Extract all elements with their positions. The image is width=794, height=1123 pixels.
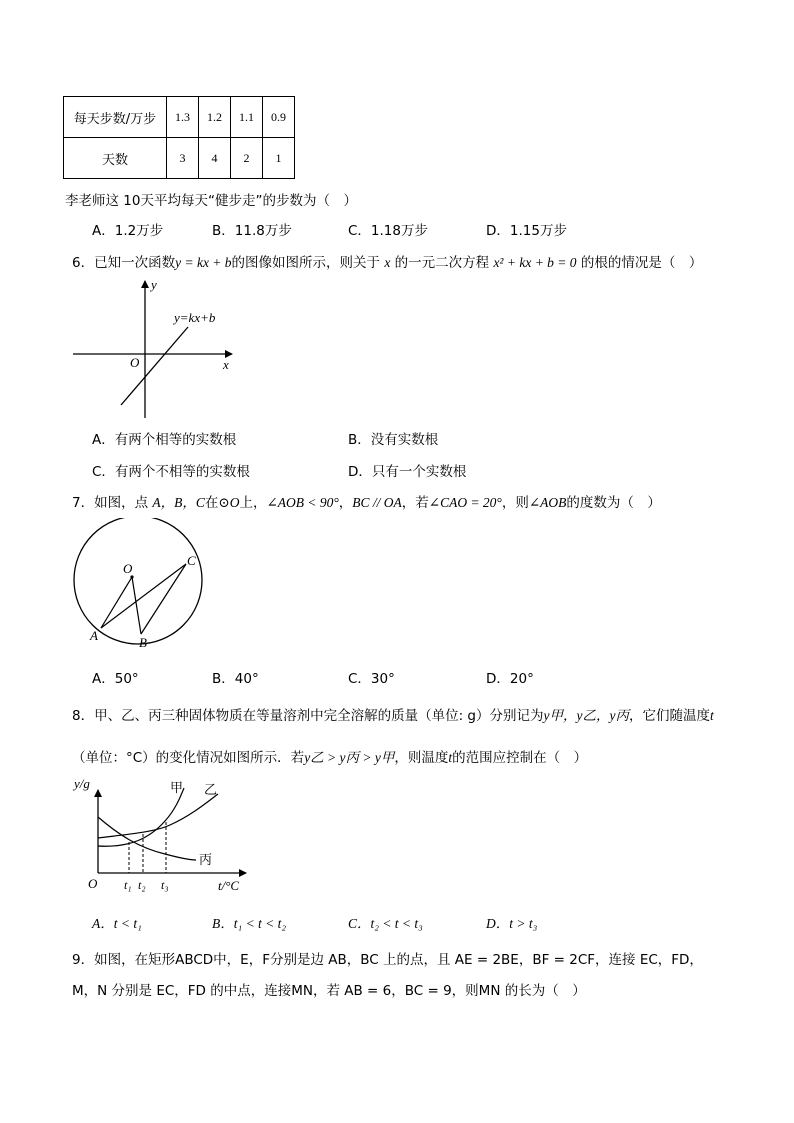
q8-curve-jia xyxy=(98,788,184,846)
table-header-days: 天数 xyxy=(64,138,167,179)
q8-option-b xyxy=(212,912,286,932)
q5-option-b: B．11.8万步 xyxy=(212,223,292,239)
q7-option-d: D．20° xyxy=(486,671,534,687)
q7-points: A，B，C xyxy=(152,495,205,510)
q7-segment-bc xyxy=(141,564,186,634)
q7-cond2: BC // OA xyxy=(352,495,402,510)
q7-label-b: B xyxy=(139,635,147,650)
q8-option-a-text: A．t < t₁ xyxy=(92,916,142,931)
q7-stem-f: 的度数为（ ） xyxy=(566,495,661,511)
steps-table xyxy=(63,96,295,179)
q7-stem-b: 在 xyxy=(204,495,219,511)
table-cell: 2 xyxy=(231,138,263,179)
q6-option-a: A．有两个相等的实数根 xyxy=(92,432,237,448)
q8-stem-line1 xyxy=(72,704,714,724)
q8-var-t-2: t xyxy=(448,750,453,765)
q7-option-c: C．30° xyxy=(348,671,395,687)
q8-cond: y乙 > y丙 > y甲 xyxy=(304,750,395,765)
table-row xyxy=(64,97,295,138)
table-cell: 1.3 xyxy=(167,97,199,138)
table-cell: 0.9 xyxy=(263,97,295,138)
q7-cond3: ∠CAO = 20° xyxy=(428,495,502,510)
q7-figure xyxy=(70,518,210,653)
q7-stem xyxy=(72,491,661,511)
q6-y-label: y xyxy=(151,277,157,292)
q6-line-label: y=kx+b xyxy=(174,310,216,325)
q6-option-d: D．只有一个实数根 xyxy=(348,464,467,480)
table-cell: 1.2 xyxy=(199,97,231,138)
q8-x-label: t/°C xyxy=(218,878,240,893)
q7-option-b: B．40° xyxy=(212,671,259,687)
q6-formula-line: y = kx + b xyxy=(175,255,232,270)
table-cell: 1.1 xyxy=(231,97,263,138)
q7-angle: ∠AOB xyxy=(528,495,567,510)
q6-option-b: B．没有实数根 xyxy=(348,432,439,448)
q6-stem xyxy=(72,251,702,271)
q9-stem-line1: 9．如图，在矩形ABCD中，E，F分别是边 AB，BC 上的点，且 AE = 2BE，BF = 2CF，连接 EC，FD， xyxy=(72,952,703,968)
q5-stem: 李老师这 10天平均每天“健步走”的步数为（ ） xyxy=(65,193,357,209)
q8-curve-bing xyxy=(98,817,196,860)
q8-label-yi: 乙 xyxy=(204,783,218,798)
q7-label-a: A xyxy=(90,628,98,643)
q6-x-label: x xyxy=(223,357,229,372)
q8-y-label: y/g xyxy=(74,776,90,791)
table-cell: 3 xyxy=(167,138,199,179)
q8-stem-line2 xyxy=(72,746,587,766)
q7-segment-ac xyxy=(101,564,186,628)
q5-option-a: A．1.2万步 xyxy=(92,223,164,239)
q6-figure xyxy=(70,275,240,425)
q8-line1-b: ，它们随温度 xyxy=(628,708,710,724)
q7-stem-d: ，若 xyxy=(401,495,429,511)
q7-sep1: ， xyxy=(338,495,353,511)
q7-label-o: O xyxy=(123,561,133,576)
q6-formula-equation: x² + kx + b = 0 xyxy=(493,255,577,270)
q6-stem-c: 的一元二次方程 xyxy=(390,255,494,271)
q8-label-t2: t₂ xyxy=(138,878,146,892)
q5-option-d: D．1.15万步 xyxy=(486,223,567,239)
q7-circle-shape xyxy=(74,518,202,644)
q8-label-jia: 甲 xyxy=(170,781,184,796)
q6-stem-a: 6．已知一次函数 xyxy=(72,255,176,271)
q7-label-c: C xyxy=(187,553,196,568)
q6-stem-b: 的图像如图所示，则关于 xyxy=(231,255,385,271)
q8-label-t3: t₃ xyxy=(161,878,169,892)
q6-stem-d: 的根的情况是（ ） xyxy=(576,255,703,271)
q8-origin-label: O xyxy=(88,876,98,891)
q9-stem-line2: M，N 分别是 EC，FD 的中点，连接MN，若 AB = 6，BC = 9，则MN 的长为（ ） xyxy=(72,983,586,999)
table-cell: 4 xyxy=(199,138,231,179)
q8-label-bing: 丙 xyxy=(199,853,213,868)
q8-line1-text: 8．甲、乙、丙三种固体物质在等量溶剂中完全溶解的质量（单位: g）分别记为 xyxy=(72,708,544,724)
q8-option-d xyxy=(486,912,537,932)
q7-stem-e: ，则 xyxy=(501,495,529,511)
q7-cond1: ∠AOB < 90° xyxy=(266,495,339,510)
q5-option-c: C．1.18万步 xyxy=(348,223,428,239)
q7-segment-oa xyxy=(101,577,132,628)
q8-option-c xyxy=(348,912,423,932)
q8-figure xyxy=(70,776,260,898)
q6-origin-label: O xyxy=(130,355,140,370)
q8-var-t: t xyxy=(709,708,714,723)
q8-line2-b: ，则温度 xyxy=(394,750,449,766)
q6-var-x: x xyxy=(384,255,391,270)
q8-option-b-text: B．t₁ < t < t₂ xyxy=(212,916,287,931)
q8-line2-c: 的范围应控制在（ ） xyxy=(452,750,588,766)
q8-ys: y甲，y乙，y丙 xyxy=(543,708,629,723)
q7-segment-ob xyxy=(132,577,141,634)
table-header-steps: 每天步数/万步 xyxy=(64,97,167,138)
q8-option-c-text: C．t₂ < t < t₃ xyxy=(348,916,423,931)
table-cell: 1 xyxy=(263,138,295,179)
q8-option-a xyxy=(92,912,142,932)
q6-option-c: C．有两个不相等的实数根 xyxy=(92,464,250,480)
q8-label-t1: t₁ xyxy=(124,878,132,892)
q7-stem-a: 7．如图，点 xyxy=(72,495,153,511)
q7-circle: ⊙O xyxy=(218,495,240,510)
q8-line2-a: （单位：°C）的变化情况如图所示．若 xyxy=(72,750,305,766)
q7-option-a: A．50° xyxy=(92,671,139,687)
q8-option-d-text: D．t > t₃ xyxy=(486,916,538,931)
q7-stem-c: 上， xyxy=(239,495,267,511)
table-row xyxy=(64,138,295,179)
